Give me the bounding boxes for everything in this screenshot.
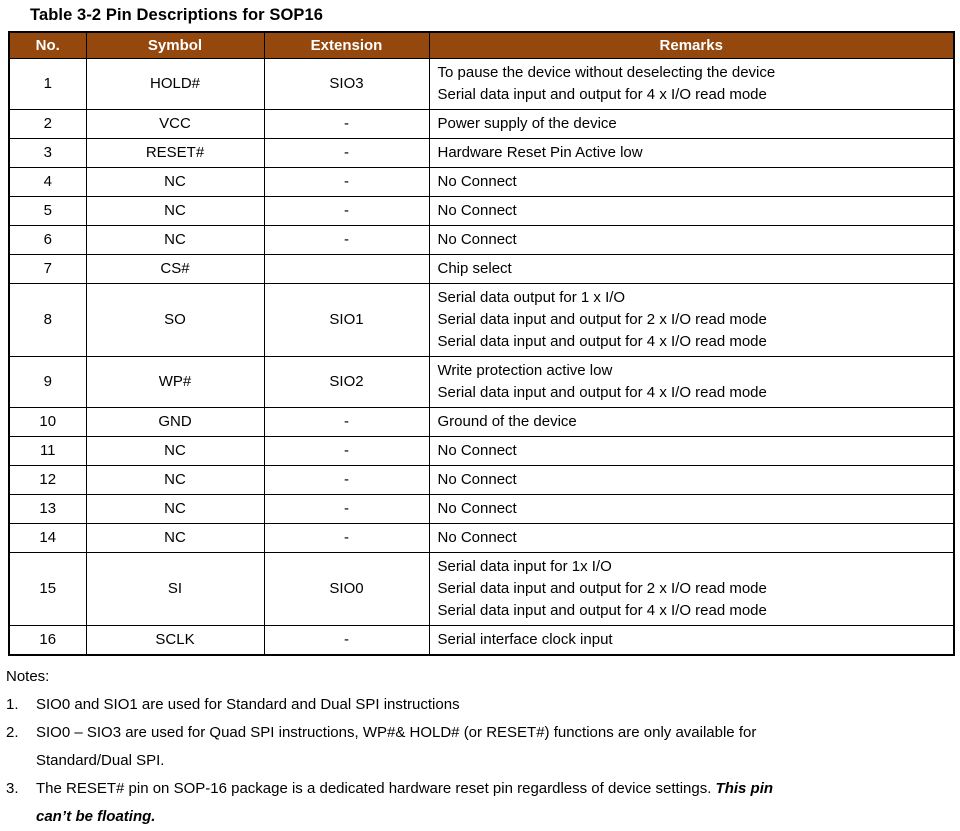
cell-no: 10 xyxy=(9,408,86,437)
cell-extension: SIO0 xyxy=(264,553,429,626)
cell-remarks xyxy=(429,626,954,656)
cell-remarks xyxy=(429,59,954,110)
datasheet-page xyxy=(0,6,960,825)
header-no: No. xyxy=(9,32,86,59)
table-row xyxy=(9,226,954,255)
cell-extension: - xyxy=(264,495,429,524)
cell-symbol: NC xyxy=(86,168,264,197)
notes-section xyxy=(6,663,960,831)
remark-line: Ground of the device xyxy=(437,413,577,430)
cell-no: 2 xyxy=(9,110,86,139)
cell-remarks xyxy=(429,524,954,553)
cell-no: 1 xyxy=(9,59,86,110)
cell-symbol: VCC xyxy=(86,110,264,139)
remark-line: Power supply of the device xyxy=(437,115,617,132)
cell-no: 11 xyxy=(9,437,86,466)
table-row xyxy=(9,524,954,553)
note-number: 3. xyxy=(6,780,19,797)
remark-line: No Connect xyxy=(437,471,517,488)
table-row xyxy=(9,139,954,168)
table-title: Table 3-2 Pin Descriptions for SOP16 xyxy=(30,6,324,24)
cell-symbol: RESET# xyxy=(86,139,264,168)
cell-remarks xyxy=(429,168,954,197)
remark-line: Serial data input and output for 4 x I/O read mode xyxy=(437,86,767,103)
table-row xyxy=(9,110,954,139)
table-row xyxy=(9,197,954,226)
note-line xyxy=(36,803,960,831)
note-text xyxy=(36,719,960,775)
pin-descriptions-table xyxy=(8,31,955,656)
note-number: 2. xyxy=(6,724,19,741)
note-number: 1. xyxy=(6,696,19,713)
table-row xyxy=(9,495,954,524)
remark-line: To pause the device without deselecting the device xyxy=(437,64,776,81)
note-plain-text: SIO0 and SIO1 are used for Standard and Dual SPI instructions xyxy=(36,696,460,713)
remark-line: No Connect xyxy=(437,529,517,546)
cell-remarks xyxy=(429,408,954,437)
note-line xyxy=(36,775,960,803)
cell-symbol: GND xyxy=(86,408,264,437)
cell-symbol: CS# xyxy=(86,255,264,284)
cell-extension: - xyxy=(264,524,429,553)
cell-extension: - xyxy=(264,139,429,168)
cell-extension: SIO1 xyxy=(264,284,429,357)
table-row xyxy=(9,168,954,197)
cell-extension: - xyxy=(264,226,429,255)
cell-no: 14 xyxy=(9,524,86,553)
cell-remarks xyxy=(429,110,954,139)
cell-no: 15 xyxy=(9,553,86,626)
table-row xyxy=(9,255,954,284)
table-row xyxy=(9,553,954,626)
cell-symbol: SI xyxy=(86,553,264,626)
cell-symbol: SO xyxy=(86,284,264,357)
cell-symbol: NC xyxy=(86,466,264,495)
cell-no: 8 xyxy=(9,284,86,357)
cell-symbol: NC xyxy=(86,226,264,255)
cell-no: 12 xyxy=(9,466,86,495)
cell-no: 6 xyxy=(9,226,86,255)
table-row xyxy=(9,59,954,110)
cell-symbol: NC xyxy=(86,437,264,466)
cell-no: 3 xyxy=(9,139,86,168)
note-text xyxy=(36,775,960,831)
note-item xyxy=(6,691,960,719)
cell-extension: - xyxy=(264,437,429,466)
cell-remarks xyxy=(429,553,954,626)
table-row xyxy=(9,626,954,656)
cell-remarks xyxy=(429,284,954,357)
cell-remarks xyxy=(429,357,954,408)
table-row xyxy=(9,357,954,408)
cell-extension: SIO2 xyxy=(264,357,429,408)
remark-line: Serial data input and output for 4 x I/O read mode xyxy=(437,333,767,350)
remark-line: Serial data input for 1x I/O xyxy=(437,558,612,575)
cell-extension xyxy=(264,255,429,284)
remark-line: Serial data output for 1 x I/O xyxy=(437,289,626,306)
remark-line: Chip select xyxy=(437,260,512,277)
table-row xyxy=(9,284,954,357)
cell-no: 13 xyxy=(9,495,86,524)
cell-no: 4 xyxy=(9,168,86,197)
note-item xyxy=(6,775,960,831)
note-item xyxy=(6,719,960,775)
cell-remarks xyxy=(429,255,954,284)
table-row xyxy=(9,437,954,466)
table-row xyxy=(9,408,954,437)
remark-line: Hardware Reset Pin Active low xyxy=(437,144,643,161)
cell-symbol: HOLD# xyxy=(86,59,264,110)
table-header-row xyxy=(9,32,954,59)
remark-line: Serial data input and output for 4 x I/O read mode xyxy=(437,384,767,401)
remark-line: No Connect xyxy=(437,442,517,459)
cell-extension: - xyxy=(264,626,429,656)
remark-line: Serial interface clock input xyxy=(437,631,613,648)
cell-remarks xyxy=(429,197,954,226)
note-plain-text: Standard/Dual SPI. xyxy=(36,752,165,769)
note-line xyxy=(36,719,960,747)
cell-extension: - xyxy=(264,408,429,437)
header-remarks: Remarks xyxy=(429,32,954,59)
cell-symbol: SCLK xyxy=(86,626,264,656)
header-symbol: Symbol xyxy=(86,32,264,59)
note-plain-text: The RESET# pin on SOP-16 package is a dedicated hardware reset pin regardless of device settings. xyxy=(36,780,716,797)
note-plain-text: SIO0 – SIO3 are used for Quad SPI instructions, WP#& HOLD# (or RESET#) functions are only available for xyxy=(36,724,757,741)
remark-line: Serial data input and output for 2 x I/O read mode xyxy=(437,311,767,328)
cell-symbol: NC xyxy=(86,495,264,524)
cell-no: 5 xyxy=(9,197,86,226)
table-row xyxy=(9,466,954,495)
cell-remarks xyxy=(429,437,954,466)
cell-remarks xyxy=(429,139,954,168)
remark-line: No Connect xyxy=(437,202,517,219)
cell-extension: - xyxy=(264,168,429,197)
note-emphasis-text: can’t be floating. xyxy=(36,808,156,825)
note-emphasis-text: This pin xyxy=(715,780,774,797)
cell-extension: - xyxy=(264,466,429,495)
remark-line: Serial data input and output for 2 x I/O read mode xyxy=(437,580,767,597)
remark-line: Serial data input and output for 4 x I/O read mode xyxy=(437,602,767,619)
note-line xyxy=(36,747,960,775)
cell-remarks xyxy=(429,226,954,255)
cell-no: 9 xyxy=(9,357,86,408)
cell-extension: SIO3 xyxy=(264,59,429,110)
cell-symbol: NC xyxy=(86,197,264,226)
notes-list xyxy=(6,691,960,831)
cell-no: 16 xyxy=(9,626,86,656)
cell-symbol: NC xyxy=(86,524,264,553)
cell-remarks xyxy=(429,466,954,495)
note-text xyxy=(36,691,960,719)
cell-extension: - xyxy=(264,197,429,226)
remark-line: No Connect xyxy=(437,173,517,190)
note-line xyxy=(36,691,960,719)
header-extension: Extension xyxy=(264,32,429,59)
cell-symbol: WP# xyxy=(86,357,264,408)
remark-line: No Connect xyxy=(437,231,517,248)
cell-no: 7 xyxy=(9,255,86,284)
remark-line: No Connect xyxy=(437,500,517,517)
cell-remarks xyxy=(429,495,954,524)
notes-label: Notes: xyxy=(6,668,50,685)
remark-line: Write protection active low xyxy=(437,362,613,379)
cell-extension: - xyxy=(264,110,429,139)
